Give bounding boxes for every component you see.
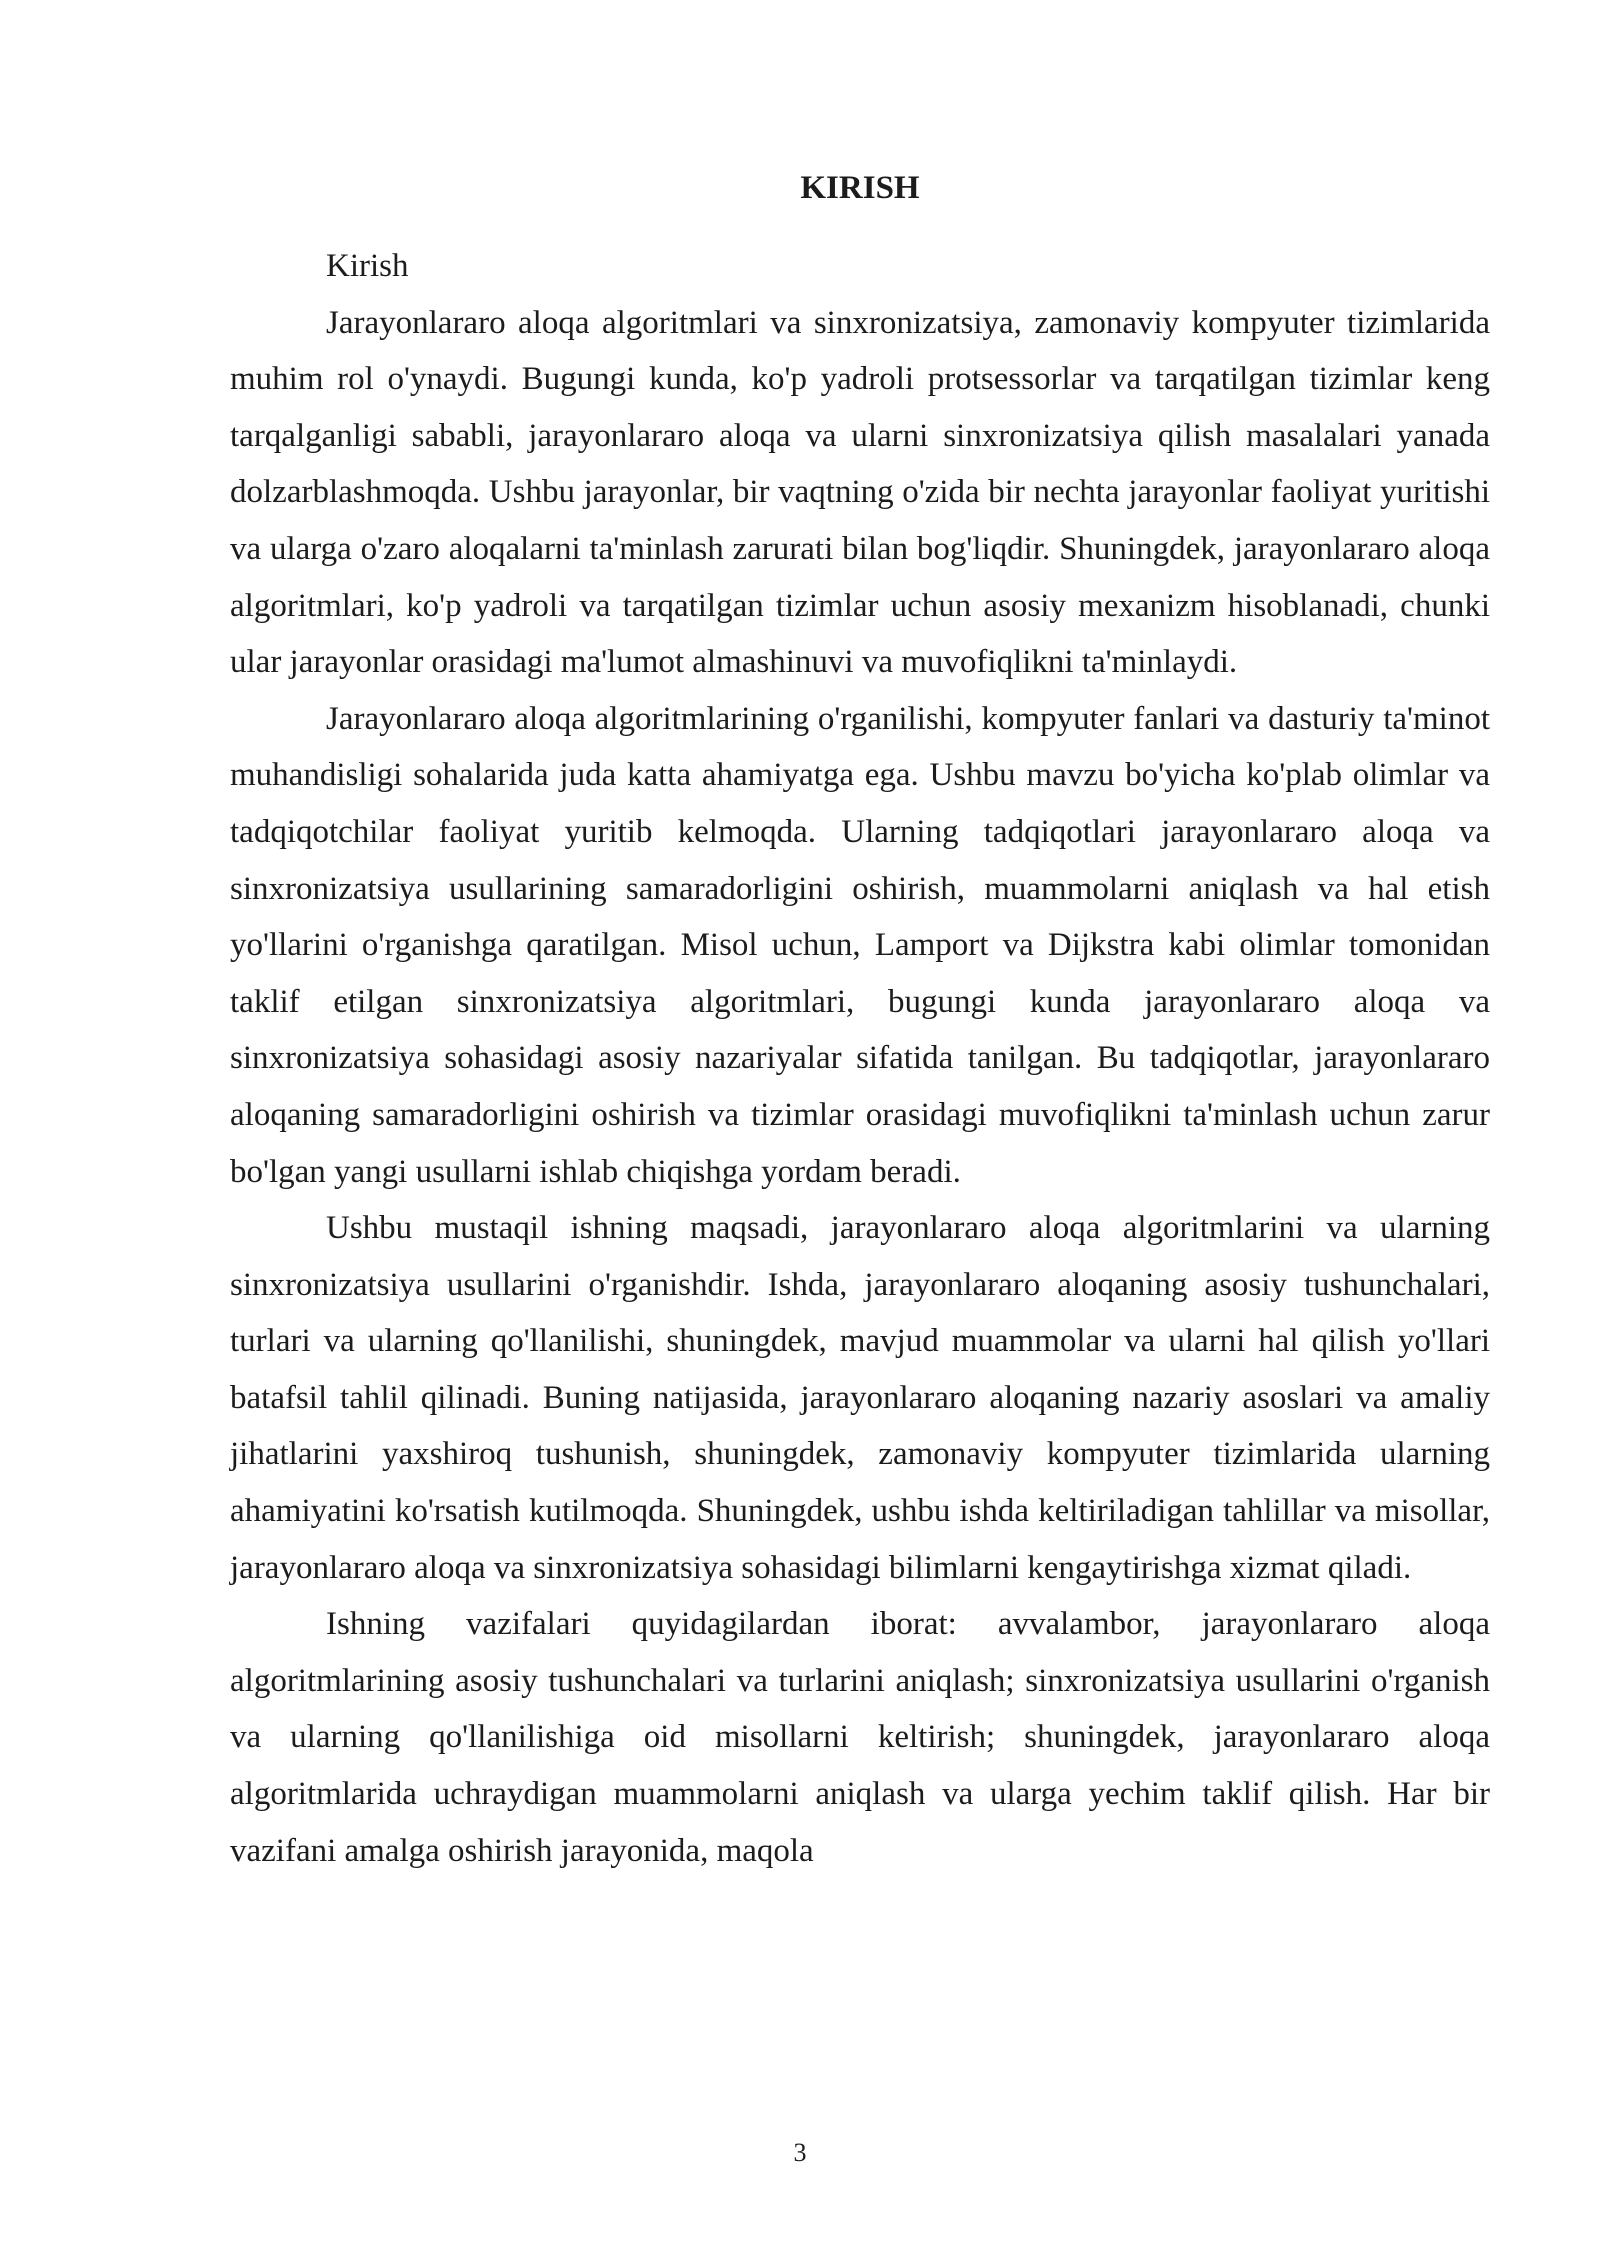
body-paragraph: Jarayonlararo aloqa algoritmlari va sinxronizatsiya, zamonaviy kompyuter tizimlarida muhim rol o'ynaydi. Bugungi kunda, ko'p yadroli protsessorlar va tarqatilgan tizimlar keng tarqalganligi sababli, jarayonlararo aloqa va ularni sinxronizatsiya qilish masalalari yanada dolzarblashmoqda. Ushbu jarayonlar, bir vaqtning o'zida bir nechta jarayonlar faoliyat yuritishi va ularga o'zaro aloqalarni ta'minlash zarurati bilan bog'liqdir. Shuningdek, jarayonlararo aloqa algoritmlari, ko'p yadroli va tarqatilgan tizimlar uchun asosiy mexanizm hisoblanadi, chunki ular jarayonlar orasidagi ma'lumot almashinuvi va muvofiqlikni ta'minlaydi. <box>230 304 1490 681</box>
page-content <box>230 160 1490 1879</box>
page-number: 3 <box>793 2138 807 2167</box>
body-paragraph: Jarayonlararo aloqa algoritmlarining o'rganilishi, kompyuter fanlari va dasturiy ta'minot muhandisligi sohalarida juda katta ahamiyatga ega. Ushbu mavzu bo'yicha ko'plab olimlar va tadqiqotchilar faoliyat yuritib kelmoqda. Ularning tadqiqotlari jarayonlararo aloqa va sinxronizatsiya usullarining samaradorligini oshirish, muammolarni aniqlash va hal etish yo'llarini o'rganishga qaratilgan. Misol uchun, Lamport va Dijkstra kabi olimlar tomonidan taklif etilgan sinxronizatsiya algoritmlari, bugungi kunda jarayonlararo aloqa va sinxronizatsiya sohasidagi asosiy nazariyalar sifatida tanilgan. Bu tadqiqotlar, jarayonlararo aloqaning samaradorligini oshirish va tizimlar orasidagi muvofiqlikni ta'minlash uchun zarur bo'lgan yangi usullarni ishlab chiqishga yordam beradi. <box>230 700 1490 1190</box>
body-paragraph: Ushbu mustaqil ishning maqsadi, jarayonlararo aloqa algoritmlarini va ularning sinxronizatsiya usullarini o'rganishdir. Ishda, jarayonlararo aloqaning asosiy tushunchalari, turlari va ularning qo'llanilishi, shuningdek, mavjud muammolar va ularni hal qilish yo'llari batafsil tahlil qilinadi. Buning natijasida, jarayonlararo aloqaning nazariy asoslari va amaliy jihatlarini yaxshiroq tushunish, shuningdek, zamonaviy kompyuter tizimlarida ularning ahamiyatini ko'rsatish kutilmoqda. Shuningdek, ushbu ishda keltiriladigan tahlillar va misollar, jarayonlararo aloqa va sinxronizatsiya sohasidagi bilimlarni kengaytirishga xizmat qiladi. <box>230 1210 1490 1586</box>
section-heading: KIRISH <box>800 170 920 206</box>
section-subheading: Kirish <box>326 248 409 284</box>
body-paragraph: Ishning vazifalari quyidagilardan iborat: avvalambor, jarayonlararo aloqa algoritmlarining asosiy tushunchalari va turlarini aniqlash; sinxronizatsiya usullarini o'rganish va ularning qo'llanilishiga oid misollarni keltirish; shuningdek, jarayonlararo aloqa algoritmlarida uchraydigan muammolarni aniqlash va ularga yechim taklif qilish. Har bir vazifani amalga oshirish jarayonida, maqola <box>230 1606 1490 1869</box>
